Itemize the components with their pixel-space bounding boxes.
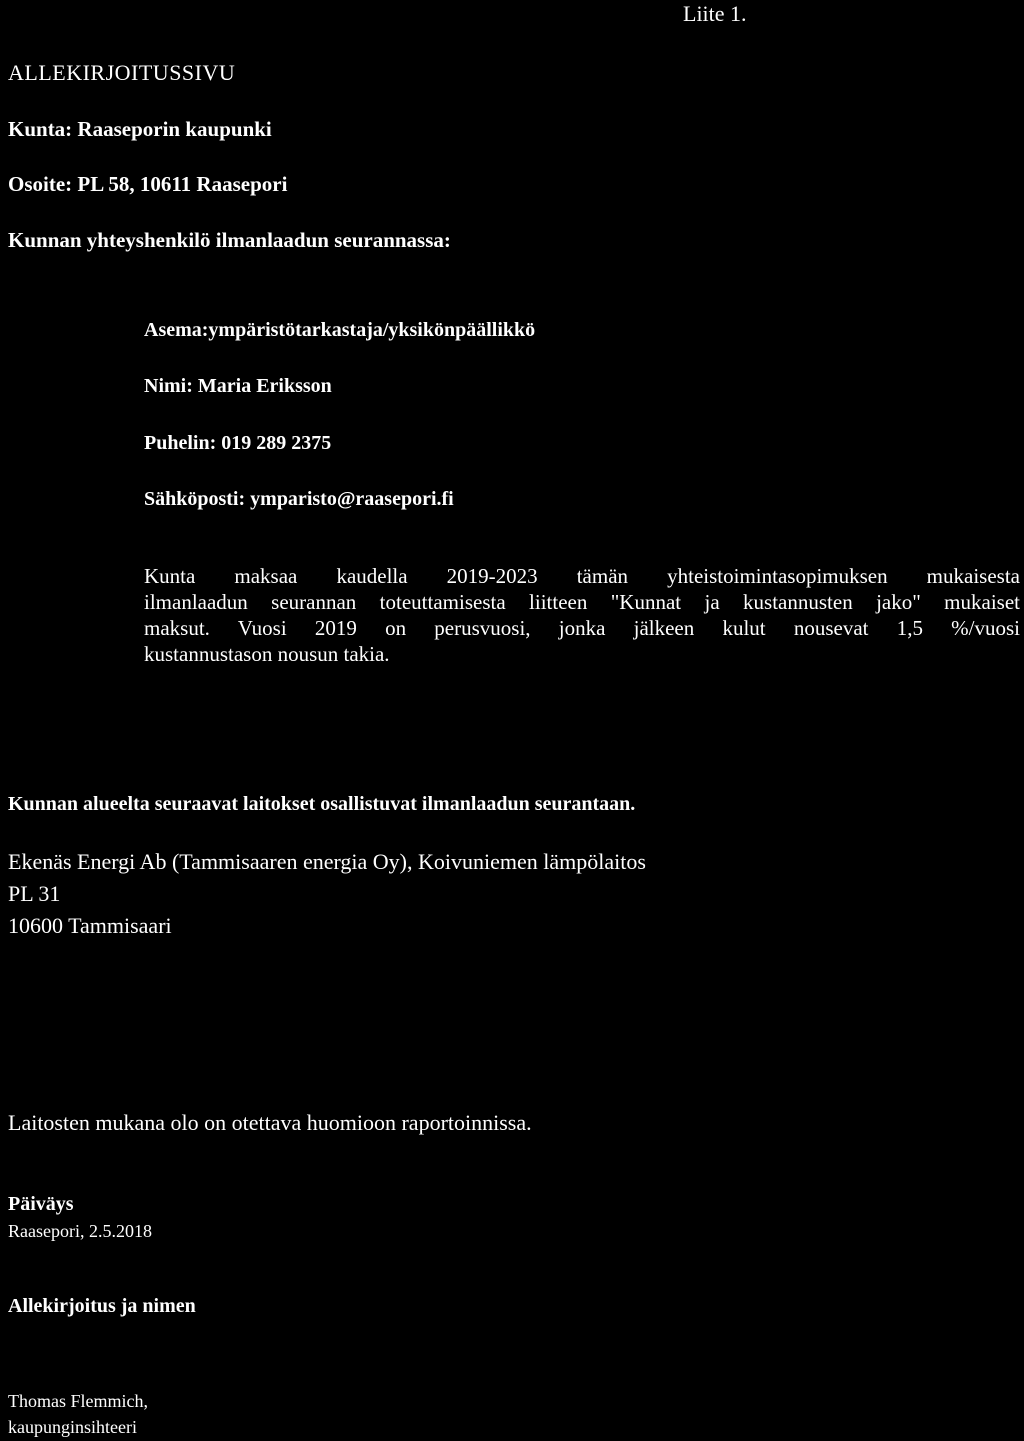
contact-position: Asema:ympäristötarkastaja/yksikönpäällikkö <box>144 319 536 341</box>
contact-heading: Kunnan yhteyshenkilö ilmanlaadun seurannassa: <box>8 228 451 252</box>
payment-paragraph-line: ilmanlaadun seurannan toteuttamisesta liitteen "Kunnat ja kustannusten jako" mukaiset <box>144 590 1020 614</box>
payment-paragraph-line: maksut. Vuosi 2019 on perusvuosi, jonka jälkeen kulut nousevat 1,5 %/vuosi <box>144 616 1020 640</box>
reporting-note: Laitosten mukana olo on otettava huomioon raportoinnissa. <box>8 1110 532 1135</box>
date-value: Raasepori, 2.5.2018 <box>8 1221 152 1241</box>
attachment-label: Liite 1. <box>683 1 747 26</box>
payment-paragraph <box>144 563 1020 667</box>
contact-name: Nimi: Maria Eriksson <box>144 375 332 397</box>
payment-paragraph-line: kustannustason nousun takia. <box>144 642 390 666</box>
contact-phone: Puhelin: 019 289 2375 <box>144 432 332 454</box>
facility-name: Ekenäs Energi Ab (Tammisaaren energia Oy), Koivuniemen lämpölaitos <box>8 849 646 874</box>
signature-heading: Allekirjoitus ja nimen <box>8 1295 196 1317</box>
date-heading: Päiväys <box>8 1193 74 1215</box>
page-heading: ALLEKIRJOITUSSIVU <box>8 60 236 85</box>
municipality: Kunta: Raaseporin kaupunki <box>8 117 272 141</box>
signer-title: kaupunginsihteeri <box>8 1417 137 1437</box>
address: Osoite: PL 58, 10611 Raasepori <box>8 172 288 196</box>
facility-po-box: PL 31 <box>8 881 61 906</box>
signer-name: Thomas Flemmich, <box>8 1391 148 1411</box>
facilities-heading: Kunnan alueelta seuraavat laitokset osallistuvat ilmanlaadun seurantaan. <box>8 793 636 815</box>
contact-email: Sähköposti: ymparisto@raasepori.fi <box>144 488 454 510</box>
payment-paragraph-line: Kunta maksaa kaudella 2019-2023 tämän yhteistoimintasopimuksen mukaisesta <box>144 564 1020 588</box>
facility-postal: 10600 Tammisaari <box>8 913 172 938</box>
